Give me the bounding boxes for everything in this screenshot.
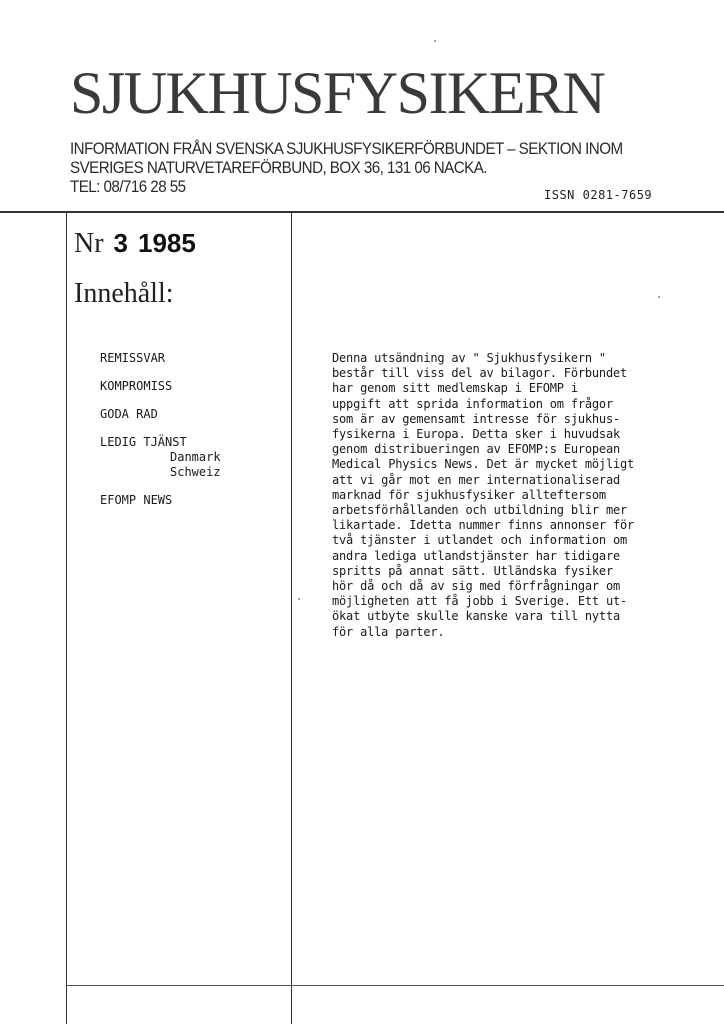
toc-subitem-schweiz: Schweiz [170,465,221,479]
body-line: genom distribueringen av EFOMP:s European [332,442,621,457]
body-line: har genom sitt medlemskap i EFOMP i [332,381,578,396]
issn-number: ISSN 0281-7659 [544,188,653,202]
publisher-line-1: INFORMATION FRÅN SVENSKA SJUKHUSFYSIKERFÖRBUNDET – SEKTION INOM [70,140,623,158]
body-line: uppgift att sprida information om frågor [332,396,613,411]
body-line: ökat utbyte skulle kanske vara till nytta [332,609,621,624]
scan-speck [434,40,436,42]
body-line: likartade. Idetta nummer finns annonser för [332,518,635,533]
header-divider [0,211,724,213]
body-line: för alla parter. [332,624,445,639]
body-line: består till viss del av bilagor. Förbundet [332,366,628,381]
table-of-contents [100,351,221,521]
body-line: andra lediga utlandstjänster har tidigare [332,548,621,563]
body-line: två tjänster i utlandet och information om [332,533,628,548]
body-line: spritts på annat sätt. Utländska fysiker [332,563,613,578]
publisher-line-2: SVERIGES NATURVETAREFÖRBUND, BOX 36, 131 06 NACKA. [70,159,487,177]
body-line: marknad för sjukhusfysiker allteftersom [332,487,606,502]
publisher-info [70,140,623,197]
body-line: Denna utsändning av " Sjukhusfysikern " [332,351,606,365]
toc-item-kompromiss: KOMPROMISS [100,379,173,393]
left-border-line [66,213,67,1024]
masthead-title: SJUKHUSFYSIKERN [70,60,605,126]
body-line: möjligheten att få jobb i Sverige. Ett ut- [332,594,628,609]
issue-label [74,228,196,260]
scan-speck [658,296,660,298]
footer-divider [66,985,724,986]
body-line: hör då och då av sig med förfrågningar om [332,579,621,594]
contents-heading: Innehåll: [74,278,174,309]
body-line: att vi går mot en mer internationaliserad [332,472,621,487]
column-divider [291,213,292,1024]
body-line: som är av gemensamt intresse för sjukhus- [332,411,621,426]
issue-year: 1985 [138,228,196,258]
body-paragraph [332,351,634,640]
toc-item-goda-rad: GODA RAD [100,407,158,421]
body-line: Medical Physics News. Det är mycket möjligt [332,457,635,472]
scan-speck [298,598,300,600]
publisher-line-3: TEL: 08/716 28 55 [70,178,186,196]
issue-prefix: Nr [74,228,104,259]
toc-item-remissvar: REMISSVAR [100,351,166,365]
toc-item-ledig-tjanst: LEDIG TJÄNST [100,435,187,449]
toc-item-efomp-news: EFOMP NEWS [100,493,173,507]
body-line: arbetsförhållanden och utbildning blir mer [332,503,628,518]
issue-number: 3 [113,228,129,258]
toc-subitem-danmark: Danmark [170,450,221,464]
body-line: fysikerna i Europa. Detta sker i huvudsak [332,427,621,442]
